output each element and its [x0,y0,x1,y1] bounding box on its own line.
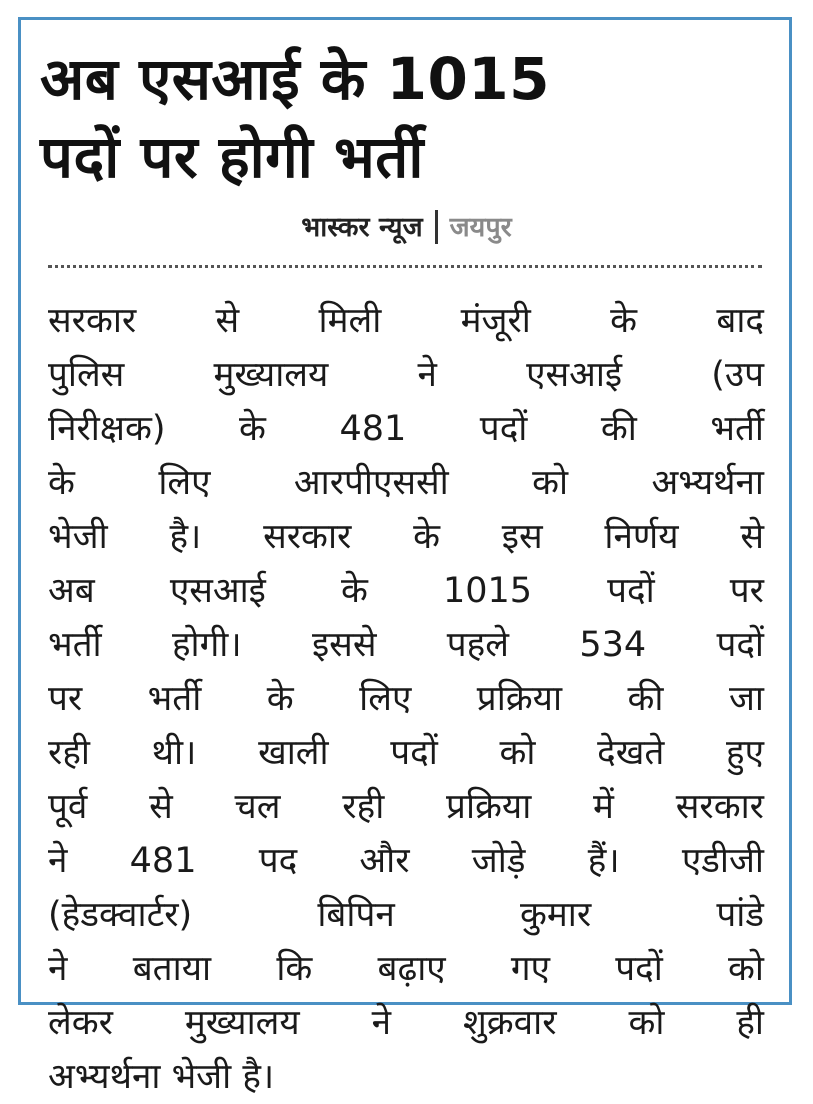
dotted-divider [48,265,762,268]
body-line: पूर्व से चल रही प्रक्रिया में सरकार [48,787,764,827]
body-line: पुलिस मुख्यालय ने एसआई (उप [48,355,764,395]
body-line: (हेडक्वार्टर) बिपिन कुमार पांडे [48,895,764,935]
byline-place: जयपुर [449,212,512,243]
headline-line-1: अब एसआई के 1015 [40,45,551,113]
body-line: निरीक्षक) के 481 पदों की भर्ती [48,409,764,449]
body-line: भर्ती होगी। इससे पहले 534 पदों [48,625,764,665]
body-line: रही थी। खाली पदों को देखते हुए [48,733,764,773]
body-line: के लिए आरपीएससी को अभ्यर्थना [48,463,764,503]
byline-source: भास्कर न्यूज [301,212,423,243]
byline [0,208,813,248]
body-line: अभ्यर्थना भेजी है। [48,1057,275,1097]
body-line: लेकर मुख्यालय ने शुक्रवार को ही [48,1003,764,1043]
body-line: पर भर्ती के लिए प्रक्रिया की जा [48,679,764,719]
byline-separator [435,210,438,244]
body-line: अब एसआई के 1015 पदों पर [48,571,764,611]
body-line: भेजी है। सरकार के इस निर्णय से [48,517,764,557]
article-body [48,294,764,1104]
headline [40,40,770,196]
headline-line-2: पदों पर होगी भर्ती [40,123,424,191]
body-line: ने 481 पद और जोड़े हैं। एडीजी [48,841,764,881]
body-line: सरकार से मिली मंजूरी के बाद [48,301,764,341]
body-line: ने बताया कि बढ़ाए गए पदों को [48,949,764,989]
